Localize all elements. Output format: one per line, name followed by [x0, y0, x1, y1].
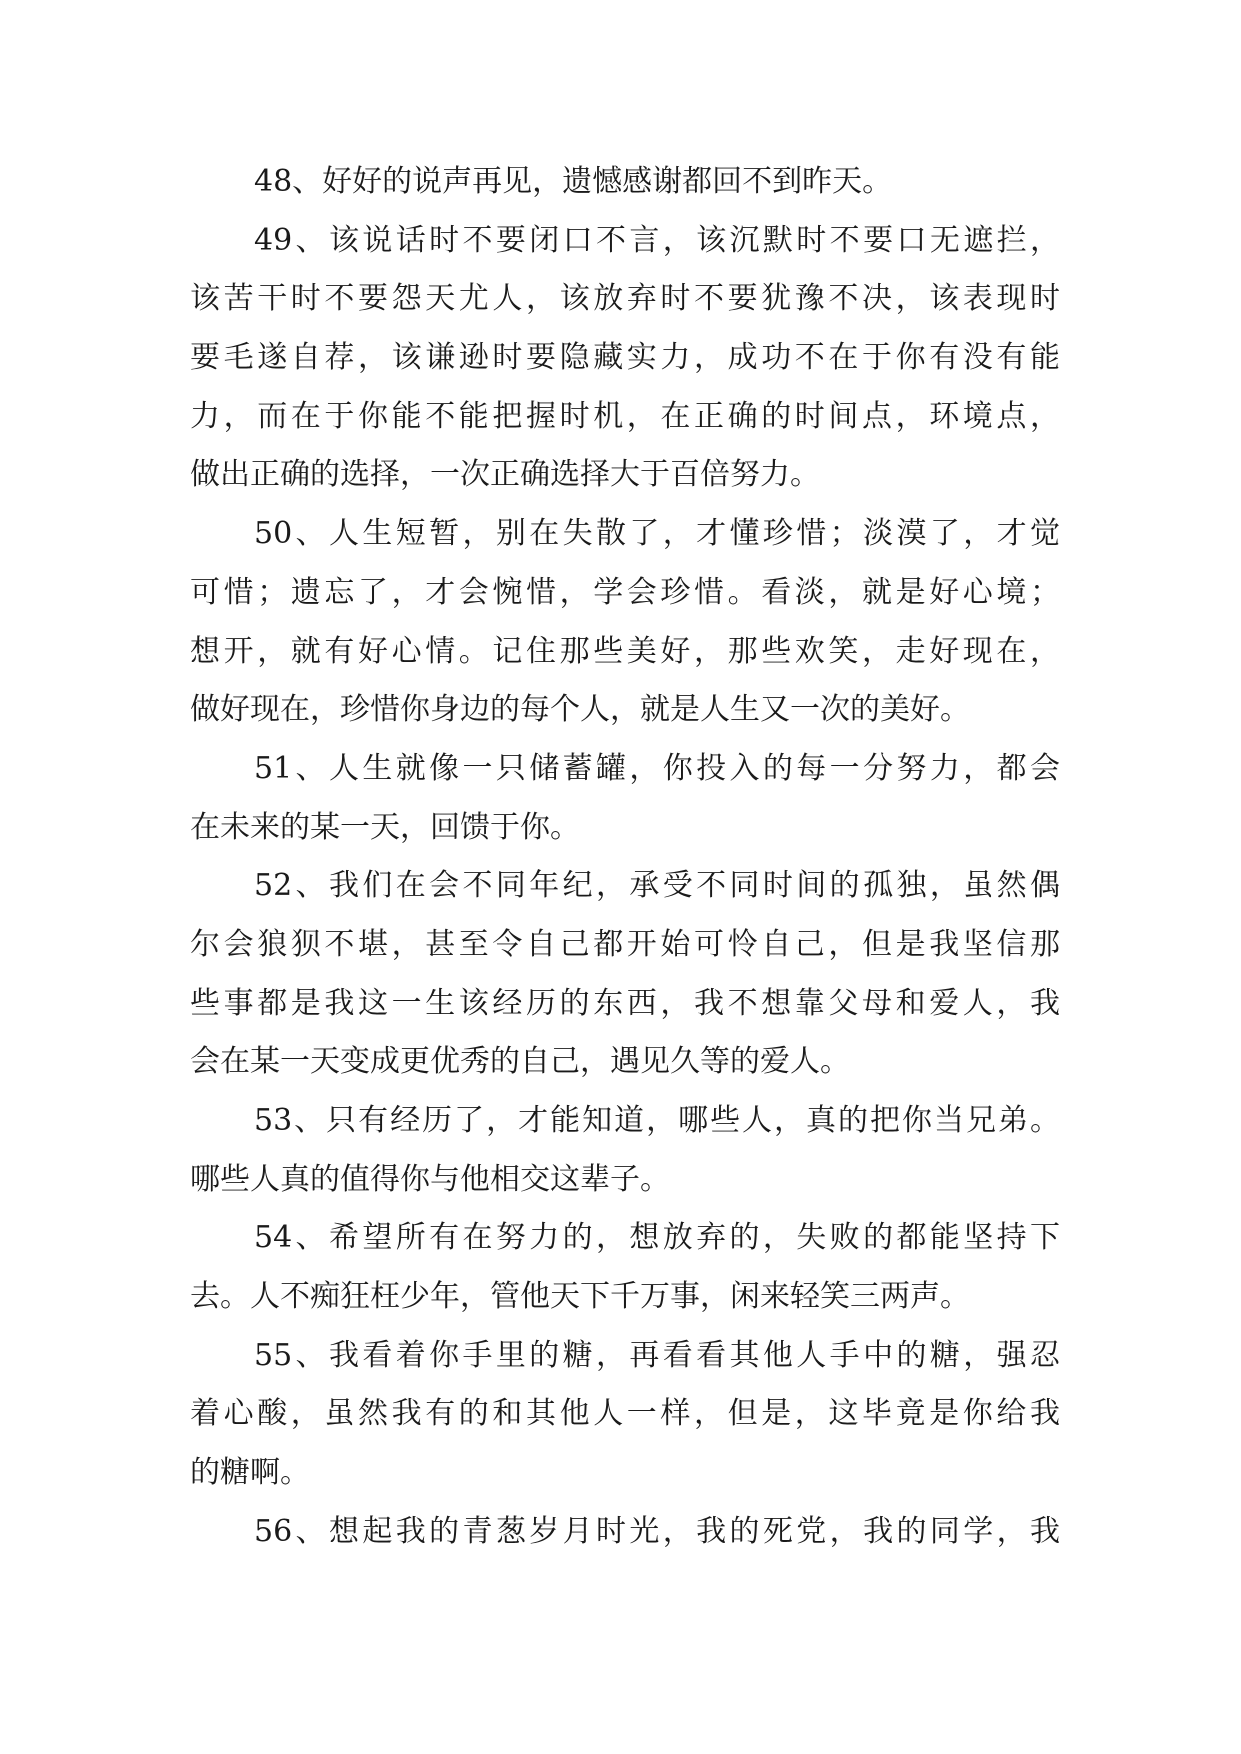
text-line: 56、想起我的青葱岁月时光，我的死党，我的同学，我 [254, 1513, 1060, 1549]
text-line: 该苦干时不要怨天尤人，该放弃时不要犹豫不决，该表现时 [190, 281, 1060, 317]
paragraph-52 [190, 857, 1060, 1092]
text-line: 55、我看着你手里的糖，再看看其他人手中的糖，强忍 [254, 1337, 1060, 1373]
text-line: 力，而在于你能不能把握时机，在正确的时间点，环境点， [190, 398, 1060, 434]
document-page [190, 153, 1060, 1562]
text-line: 49、该说话时不要闭口不言，该沉默时不要口无遮拦， [254, 222, 1060, 258]
paragraph-56 [190, 1503, 1060, 1562]
text-line: 去。人不痴狂枉少年，管他天下千万事，闲来轻笑三两声。 [190, 1279, 970, 1315]
paragraph-48 [190, 153, 1060, 212]
text-line: 50、人生短暂，别在失散了，才懂珍惜；淡漠了，才觉 [254, 516, 1060, 552]
text-line: 尔会狼狈不堪，甚至令自己都开始可怜自己，但是我坚信那 [190, 926, 1060, 962]
paragraph-51 [190, 740, 1060, 857]
text-line: 些事都是我这一生该经历的东西，我不想靠父母和爱人，我 [190, 985, 1060, 1021]
text-line: 会在某一天变成更优秀的自己，遇见久等的爱人。 [190, 1044, 850, 1080]
text-line: 着心酸，虽然我有的和其他人一样，但是，这毕竟是你给我 [190, 1396, 1060, 1432]
text-line: 48、好好的说声再见，遗憾感谢都回不到昨天。 [254, 164, 893, 199]
text-line: 可惜；遗忘了，才会惋惜，学会珍惜。看淡，就是好心境； [190, 574, 1060, 610]
paragraph-54 [190, 1209, 1060, 1326]
text-line: 52、我们在会不同年纪，承受不同时间的孤独，虽然偶 [254, 868, 1060, 904]
paragraph-50 [190, 505, 1060, 740]
text-line: 要毛遂自荐，该谦逊时要隐藏实力，成功不在于你有没有能 [190, 340, 1060, 376]
text-line: 哪些人真的值得你与他相交这辈子。 [190, 1161, 670, 1197]
text-line: 在未来的某一天，回馈于你。 [190, 809, 580, 845]
text-line: 做出正确的选择，一次正确选择大于百倍努力。 [190, 457, 820, 493]
text-line: 做好现在，珍惜你身边的每个人，就是人生又一次的美好。 [190, 692, 970, 728]
text-line: 54、希望所有在努力的，想放弃的，失败的都能坚持下 [254, 1220, 1060, 1256]
text-line: 53、只有经历了，才能知道，哪些人，真的把你当兄弟。 [254, 1103, 1060, 1138]
paragraph-55 [190, 1327, 1060, 1503]
paragraph-49 [190, 212, 1060, 505]
text-line: 想开，就有好心情。记住那些美好，那些欢笑，走好现在， [190, 633, 1060, 669]
text-line: 51、人生就像一只储蓄罐，你投入的每一分努力，都会 [254, 750, 1060, 786]
text-line: 的糖啊。 [190, 1455, 310, 1491]
paragraph-53 [190, 1092, 1060, 1209]
